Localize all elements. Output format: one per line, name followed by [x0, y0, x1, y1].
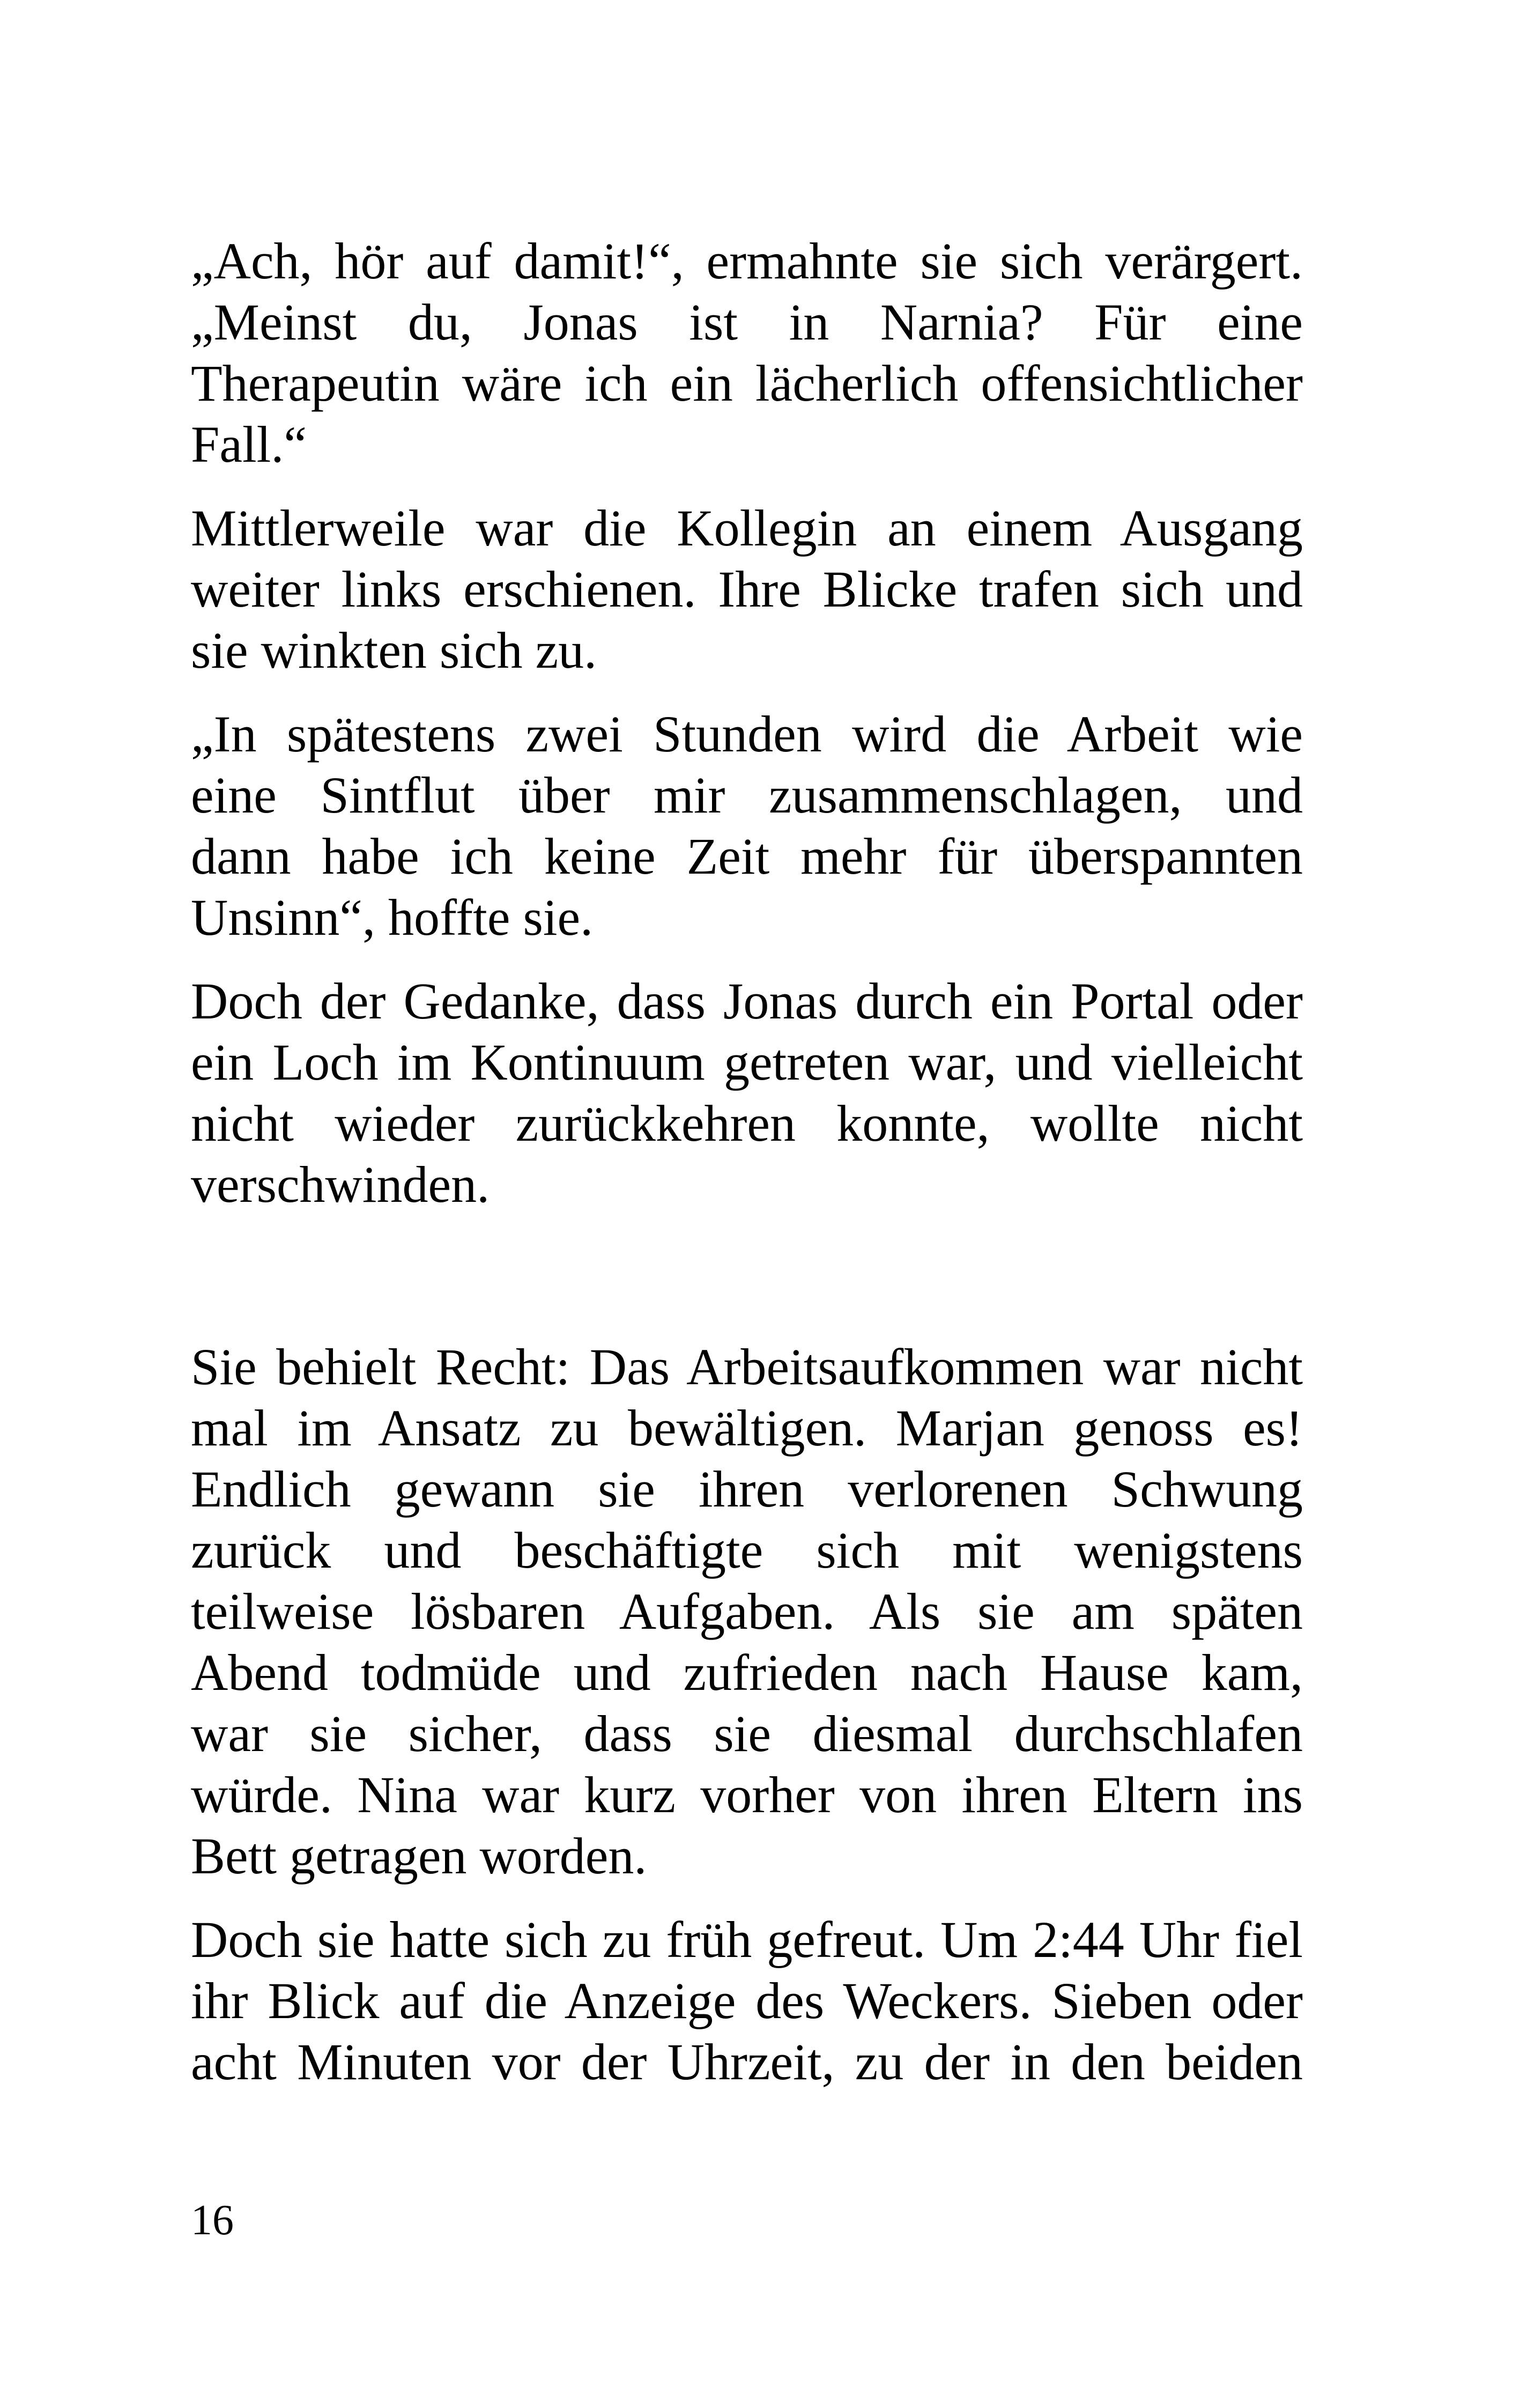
paragraph	[191, 231, 1303, 475]
text-line: weiter links erschienen. Ihre Blicke trafen sich und	[191, 560, 1303, 618]
text-line: „Ach, hör auf damit!“, ermahnte sie sich verärgert.	[191, 232, 1303, 290]
text-line: Doch der Gedanke, dass Jonas durch ein Portal oder	[191, 972, 1303, 1030]
text-line: Sie behielt Recht: Das Arbeitsaufkommen war nicht	[191, 1338, 1303, 1395]
text-line: zurück und beschäftigte sich mit wenigstens	[191, 1521, 1303, 1579]
text-line: Fall.“	[191, 416, 307, 473]
text-block	[191, 231, 1303, 2093]
text-line: verschwinden.	[191, 1156, 490, 1213]
paragraph	[191, 1909, 1303, 2093]
paragraph	[191, 1336, 1303, 1887]
text-line: Endlich gewann sie ihren verlorenen Schwung	[191, 1460, 1303, 1518]
text-line: acht Minuten vor der Uhrzeit, zu der in den beiden	[191, 2033, 1303, 2091]
text-line: würde. Nina war kurz vorher von ihren Eltern ins	[191, 1766, 1303, 1823]
text-line: „Meinst du, Jonas ist in Narnia? Für eine	[191, 293, 1303, 351]
text-line: Therapeutin wäre ich ein lächerlich offensichtlicher	[191, 354, 1303, 412]
scene-break	[191, 1215, 1303, 1314]
text-line: ihr Blick auf die Anzeige des Weckers. Sieben oder	[191, 1972, 1303, 2029]
text-line: dann habe ich keine Zeit mehr für überspannten	[191, 828, 1303, 885]
text-line: eine Sintflut über mir zusammenschlagen, und	[191, 766, 1303, 824]
page-number: 16	[191, 2197, 234, 2244]
text-line: Doch sie hatte sich zu früh gefreut. Um 2:44 Uhr fiel	[191, 1911, 1303, 1968]
text-line: Abend todmüde und zufrieden nach Hause kam,	[191, 1644, 1303, 1701]
paragraph	[191, 704, 1303, 948]
text-line: sie winkten sich zu.	[191, 622, 597, 679]
text-line: Unsinn“, hoffte sie.	[191, 889, 594, 946]
text-line: nicht wieder zurückkehren konnte, wollte nicht	[191, 1095, 1303, 1152]
text-line: teilweise lösbaren Aufgaben. Als sie am späten	[191, 1583, 1303, 1640]
text-line: ein Loch im Kontinuum getreten war, und vielleicht	[191, 1033, 1303, 1091]
text-line: war sie sicher, dass sie diesmal durchschlafen	[191, 1705, 1303, 1762]
text-line: „In spätestens zwei Stunden wird die Arbeit wie	[191, 705, 1303, 763]
paragraph	[191, 971, 1303, 1215]
text-line: Mittlerweile war die Kollegin an einem Ausgang	[191, 499, 1303, 557]
paragraph	[191, 498, 1303, 681]
text-line: Bett getragen worden.	[191, 1827, 647, 1885]
text-line: mal im Ansatz zu bewältigen. Marjan genoss es!	[191, 1399, 1303, 1457]
